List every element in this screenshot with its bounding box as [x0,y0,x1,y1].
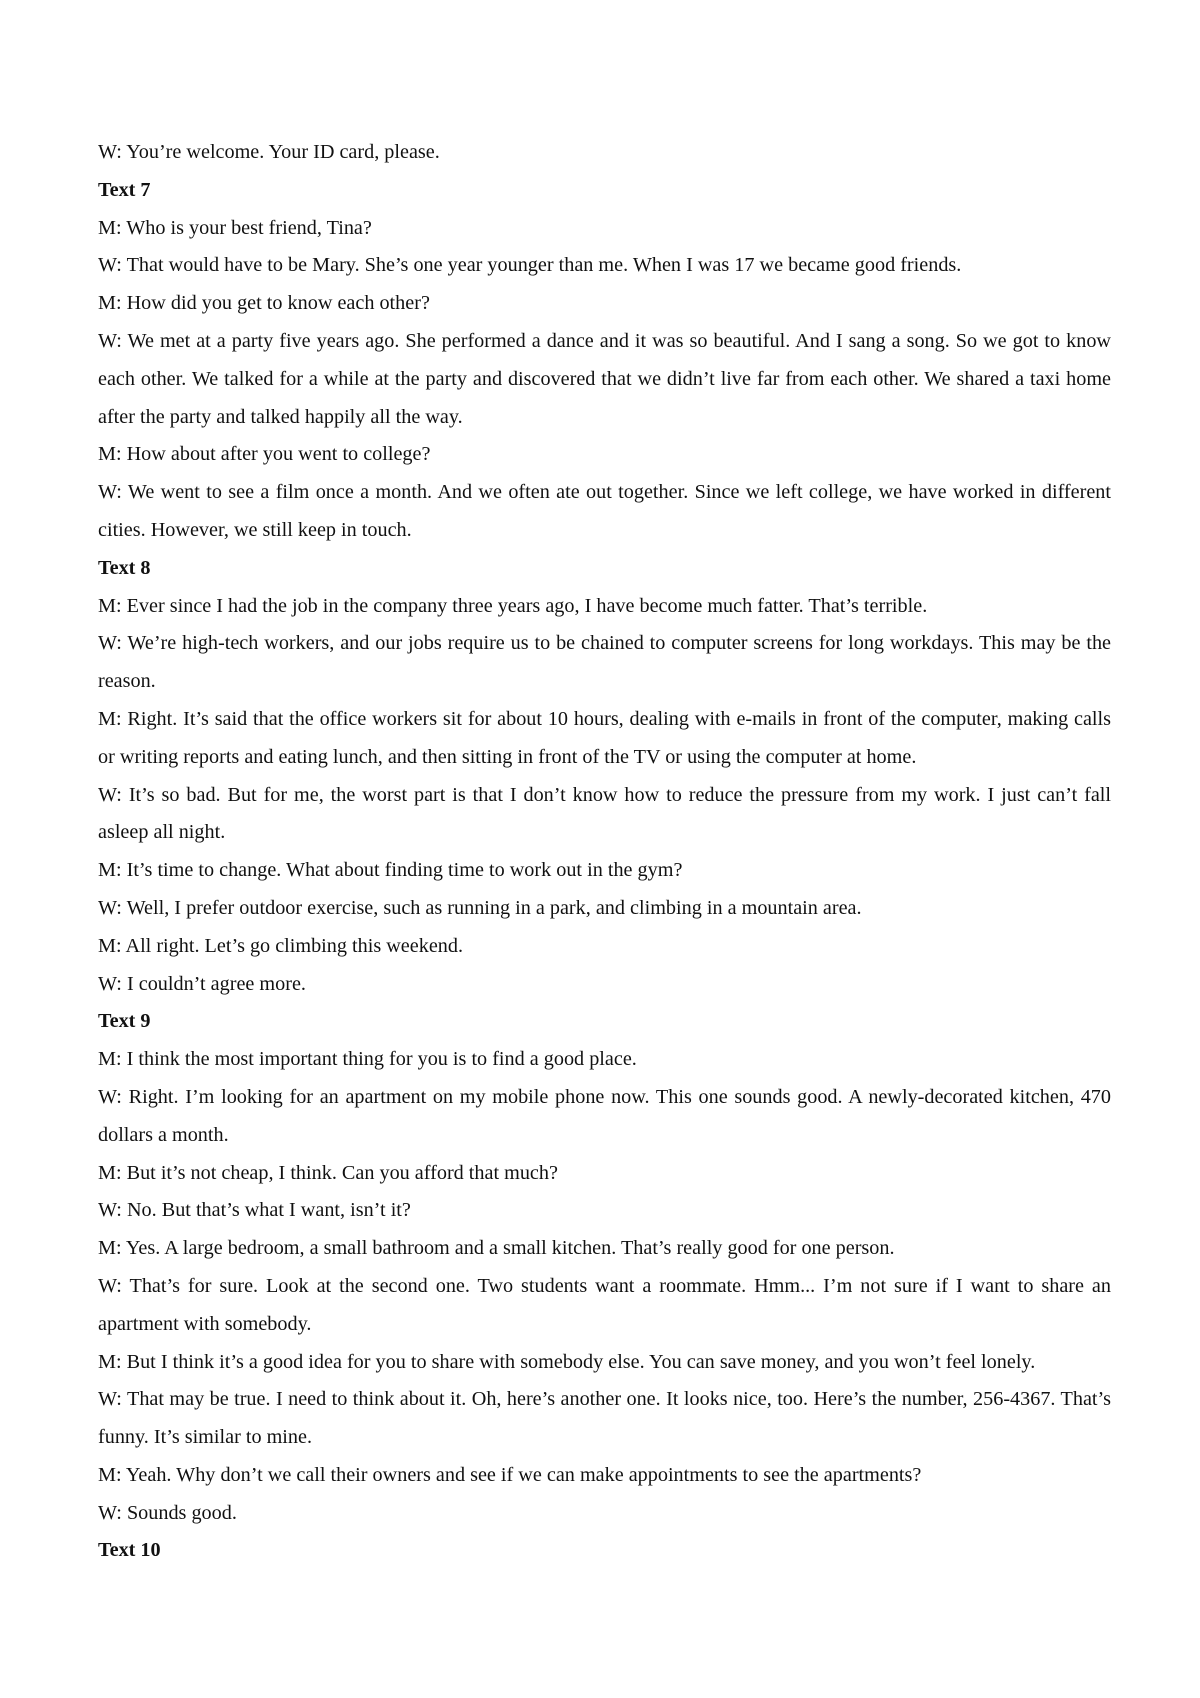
dialogue-line: W: It’s so bad. But for me, the worst part is that I don’t know how to reduce the pressure from my work. I just can’t fall asleep all night. [98,783,1111,844]
dialogue-line: W: Right. I’m looking for an apartment on my mobile phone now. This one sounds good. A newly-decorated kitchen, 470 dollars a month. [98,1085,1111,1146]
dialogue-line: M: It’s time to change. What about finding time to work out in the gym? [98,859,683,882]
dialogue-line: M: I think the most important thing for you is to find a good place. [98,1048,637,1071]
dialogue-line: M: All right. Let’s go climbing this weekend. [98,934,464,957]
section-heading-text-7: Text 7 [98,178,151,201]
dialogue-line: W: We’re high-tech workers, and our jobs require us to be chained to computer screens for long workdays. This may be the reason. [98,632,1111,693]
dialogue-line: M: How did you get to know each other? [98,292,430,315]
dialogue-line: M: Right. It’s said that the office workers sit for about 10 hours, dealing with e-mails in front of the computer, making calls or writing reports and eating lunch, and then sitting in front of the TV or using the computer at home. [98,707,1111,768]
dialogue-line: M: Who is your best friend, Tina? [98,216,372,239]
dialogue-line: W: You’re welcome. Your ID card, please. [98,141,440,163]
transcript-page [98,134,1111,1570]
dialogue-line: M: Ever since I had the job in the company three years ago, I have become much fatter. That’s terrible. [98,594,928,617]
section-heading-text-9: Text 9 [98,1010,151,1033]
dialogue-line: M: How about after you went to college? [98,443,431,466]
dialogue-line: W: No. But that’s what I want, isn’t it? [98,1199,411,1222]
dialogue-line: M: But I think it’s a good idea for you to share with somebody else. You can save money, and you won’t feel lonely. [98,1350,1036,1373]
dialogue-line: M: Yeah. Why don’t we call their owners and see if we can make appointments to see the apartments? [98,1463,922,1486]
section-heading-text-8: Text 8 [98,556,151,579]
dialogue-line: M: Yes. A large bedroom, a small bathroom and a small kitchen. That’s really good for one person. [98,1237,895,1260]
dialogue-line: W: That may be true. I need to think about it. Oh, here’s another one. It looks nice, too. Here’s the number, 256-4367. That’s funny. It’s similar to mine. [98,1388,1111,1449]
section-heading-text-10: Text 10 [98,1539,161,1562]
dialogue-line: W: We went to see a film once a month. And we often ate out together. Since we left college, we have worked in different cities. However, we still keep in touch. [98,481,1111,541]
dialogue-line: W: Well, I prefer outdoor exercise, such as running in a park, and climbing in a mountain area. [98,896,862,919]
dialogue-line: W: We met at a party five years ago. She performed a dance and it was so beautiful. And I sang a song. So we got to know each other. We talked for a while at the party and discovered that we didn’t live far from each other. We shared a taxi home after the party and talked happily all the way. [98,329,1111,428]
dialogue-line: W: Sounds good. [98,1501,237,1524]
dialogue-line: W: I couldn’t agree more. [98,972,306,995]
dialogue-line: W: That would have to be Mary. She’s one year younger than me. When I was 17 we became good friends. [98,254,962,277]
dialogue-line: M: But it’s not cheap, I think. Can you afford that much? [98,1161,558,1184]
dialogue-line: W: That’s for sure. Look at the second one. Two students want a roommate. Hmm... I’m not sure if I want to share an apartment with somebody. [98,1274,1111,1335]
